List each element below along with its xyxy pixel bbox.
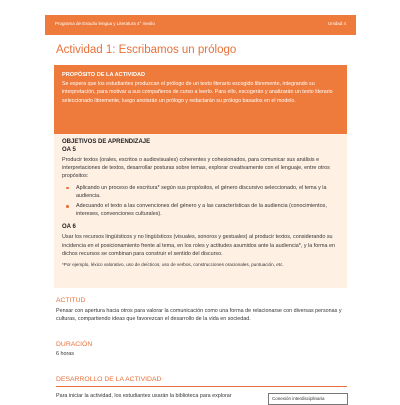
top-header-bar [45, 15, 356, 35]
oa6-text: Usar los recursos lingüísticos y no lingüísticos (visuales, sonoros y gestuales) al producir textos, considerando su incidencia en el posicionamiento frente al tema, en los roles y actitudes asumidos ante la audiencia*, y la forma en dichos recursos se combinan para construir el sentido del discurso. [62, 234, 335, 257]
oa5-bullet-list [62, 184, 339, 219]
unit-label: Unidad 4 [327, 21, 346, 26]
section-divider [56, 386, 347, 387]
development-heading: DESARROLLO DE LA ACTIVIDAD [56, 376, 162, 383]
oa5-code: OA 5 [62, 147, 76, 153]
oa5-bullet-1: Aplicando un proceso de escritura* según sus propósitos, el género discursivo seleccionado, el tema y la audiencia. [76, 184, 339, 200]
purpose-box [54, 65, 347, 134]
page-title: Actividad 1: Escribamos un prólogo [56, 44, 237, 56]
oa5-bullet-2: Adecuando el texto a las convenciones del género y a las características de la audiencia (conocimientos, intereses, convenciones culturales). [76, 202, 339, 218]
side-box-text: Conexión interdisciplinaria [272, 396, 325, 401]
objectives-heading: OBJETIVOS DE APRENDIZAJE [62, 139, 151, 145]
duration-heading: DURACIÓN [56, 341, 93, 348]
attitude-text: Pensar con apertura hacia otros para valorar la comunicación como una forma de relacionarse con diversas personas y culturas, compartiendo ideas que favorezcan el desarrollo de la vida en sociedad. [56, 308, 342, 323]
objectives-footnote: *Por ejemplo, léxico valorativo, uso de deícticos, uso de verbos, construcciones oracionales, puntuación, etc. [62, 262, 284, 268]
oa6-code: OA 6 [62, 224, 76, 231]
duration-value: 6 horas [56, 351, 74, 357]
oa5-text: Producir textos (orales, escritos o audiovisuales) coherentes y cohesionados, para comunicar sus análisis e interpretaciones de textos, desarrollar posturas sobre temas, explorar creativamente con el lenguaje, entre otros propósitos: [62, 157, 330, 180]
interdisciplinary-box [268, 393, 348, 405]
purpose-heading: PROPÓSITO DE LA ACTIVIDAD [62, 72, 146, 78]
attitude-heading: ACTITUD [56, 297, 86, 304]
objectives-box [54, 134, 347, 288]
purpose-text: Se espera que los estudiantes produzcan el prólogo de un texto literario escogido libremente, integrando su interpretación, para motivar a sus compañeros de curso a leerlo. Para ello, escogerán y analizarán un texto literario seleccionado libremente, luego anotarán un prólogo y redactarán su prólogo basados en el modelo. [62, 81, 333, 104]
program-label: Programa de Estudio lengua y Literatura 4° medio [55, 21, 155, 26]
development-text: Para iniciar la actividad, los estudiantes usarán la biblioteca para explorar [56, 393, 232, 399]
